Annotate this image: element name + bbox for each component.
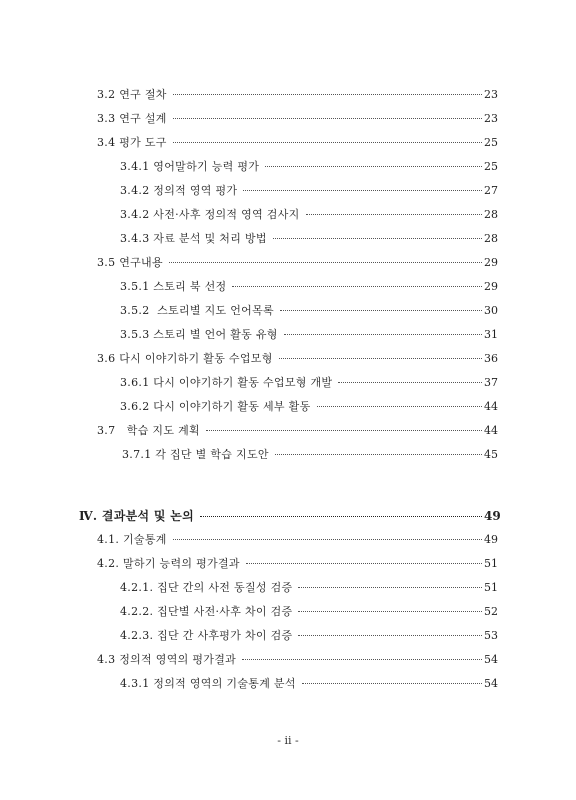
- toc-entry: [120, 627, 498, 645]
- toc-entry-label: 3.7 학습 지도 계획: [97, 424, 200, 437]
- toc-entry: [120, 326, 498, 344]
- toc-entry-label: 3.5.3 스토리 별 언어 활동 유형: [120, 328, 278, 341]
- toc-entry-page: 28: [484, 232, 498, 245]
- toc-leader: [279, 358, 482, 359]
- toc-entry-label: 3.6.2 다시 이야기하기 활동 세부 활동: [120, 400, 311, 413]
- toc-entry-page: 37: [484, 376, 498, 389]
- toc-leader: [169, 262, 482, 263]
- toc-leader: [173, 94, 482, 95]
- toc-entry-page: 52: [484, 605, 498, 618]
- toc-entry-label: 4.3 정의적 영역의 평가결과: [97, 653, 237, 666]
- toc-entry-label: 4.2. 말하기 능력의 평가결과: [97, 557, 240, 570]
- toc-chapter-entry: [79, 507, 501, 525]
- toc-entry-label: 4.1. 기술통계: [97, 533, 167, 546]
- toc-entry-page: 36: [484, 352, 498, 365]
- toc-leader: [173, 539, 482, 540]
- toc-entry: [120, 182, 498, 200]
- toc-entry-page: 54: [484, 677, 498, 690]
- toc-entry: [120, 158, 498, 176]
- toc-entry-page: 49: [484, 509, 501, 523]
- toc-entry-page: 29: [484, 280, 498, 293]
- toc-entry-page: 25: [484, 136, 498, 149]
- toc-leader: [173, 118, 482, 119]
- toc-leader: [298, 635, 482, 636]
- toc-leader: [298, 587, 482, 588]
- toc-entry-page: 23: [484, 88, 498, 101]
- toc-entry-page: 23: [484, 112, 498, 125]
- toc-leader: [280, 310, 482, 311]
- toc-leader: [200, 516, 482, 517]
- toc-leader: [242, 659, 482, 660]
- toc-entry-label: 4.2.3. 집단 간 사후평가 차이 검증: [120, 629, 293, 642]
- toc-leader: [338, 382, 482, 383]
- toc-leader: [317, 406, 482, 407]
- toc-leader: [206, 430, 482, 431]
- toc-entry-page: 44: [484, 424, 498, 437]
- toc-entry-label: 3.4.2 사전·사후 정의적 영역 검사지: [120, 208, 300, 221]
- toc-entry-label: 3.3 연구 설계: [97, 112, 167, 125]
- toc-entry: [97, 86, 498, 104]
- toc-entry-label: 3.5.2 스토리별 지도 언어목록: [120, 304, 274, 317]
- toc-entry: [120, 675, 498, 693]
- page-number: - ii -: [277, 734, 299, 747]
- toc-entry-label: 4.3.1 정의적 영역의 기술통계 분석: [120, 677, 296, 690]
- toc-chapter-label: Ⅳ. 결과분석 및 논의: [79, 509, 195, 523]
- toc-entry-label: 3.7.1 각 집단 별 학습 지도안: [122, 448, 269, 461]
- toc-entry-page: 31: [484, 328, 498, 341]
- toc-entry-label: 3.6 다시 이야기하기 활동 수업모형: [97, 352, 273, 365]
- toc-entry: [120, 374, 498, 392]
- toc-leader: [284, 334, 482, 335]
- toc-entry-page: 27: [484, 184, 498, 197]
- toc-entry: [120, 278, 498, 296]
- toc-entry: [120, 230, 498, 248]
- toc-leader: [243, 190, 482, 191]
- toc-entry-page: 49: [484, 533, 498, 546]
- toc-entry-label: 3.5.1 스토리 북 선정: [120, 280, 227, 293]
- toc-leader: [275, 454, 482, 455]
- toc-leader: [246, 563, 482, 564]
- toc-entry-page: 54: [484, 653, 498, 666]
- toc-entry-page: 25: [484, 160, 498, 173]
- toc-entry: [97, 422, 498, 440]
- toc-entry: [97, 651, 498, 669]
- toc-entry-label: 3.4.2 정의적 영역 평가: [120, 184, 238, 197]
- toc-entry-page: 51: [484, 581, 498, 594]
- toc-entry-page: 28: [484, 208, 498, 221]
- toc-entry-label: 3.4.3 자료 분석 및 처리 방법: [120, 232, 267, 245]
- toc-entry: [120, 302, 498, 320]
- toc-entry: [97, 350, 498, 368]
- toc-entry: [122, 446, 498, 464]
- toc-entry-label: 3.6.1 다시 이야기하기 활동 수업모형 개발: [120, 376, 333, 389]
- toc-entry: [97, 134, 498, 152]
- toc-leader: [302, 683, 482, 684]
- toc-entry: [97, 110, 498, 128]
- toc-entry: [97, 555, 498, 573]
- toc-entry-page: 53: [484, 629, 498, 642]
- toc-entry-label: 4.2.1. 집단 간의 사전 동질성 검증: [120, 581, 293, 594]
- toc-entry: [120, 603, 498, 621]
- toc-entry-label: 3.4 평가 도구: [97, 136, 167, 149]
- toc-leader: [232, 286, 482, 287]
- toc-leader: [273, 238, 482, 239]
- toc-entry-label: 3.5 연구내용: [97, 256, 163, 269]
- toc-entry: [120, 579, 498, 597]
- toc-entry-label: 3.4.1 영어말하기 능력 평가: [120, 160, 260, 173]
- toc-entry: [97, 254, 498, 272]
- toc-entry-label: 4.2.2. 집단별 사전·사후 차이 검증: [120, 605, 293, 618]
- toc-entry-page: 51: [484, 557, 498, 570]
- toc-entry-page: 45: [484, 448, 498, 461]
- toc-leader: [298, 611, 482, 612]
- toc-entry-page: 30: [484, 304, 498, 317]
- toc-entry-page: 44: [484, 400, 498, 413]
- toc-leader: [173, 142, 482, 143]
- toc-leader: [306, 214, 482, 215]
- toc-entry: [120, 398, 498, 416]
- toc-entry-page: 29: [484, 256, 498, 269]
- toc-entry: [97, 531, 498, 549]
- toc-entry: [120, 206, 498, 224]
- toc-entry-label: 3.2 연구 절차: [97, 88, 167, 101]
- toc-leader: [265, 166, 482, 167]
